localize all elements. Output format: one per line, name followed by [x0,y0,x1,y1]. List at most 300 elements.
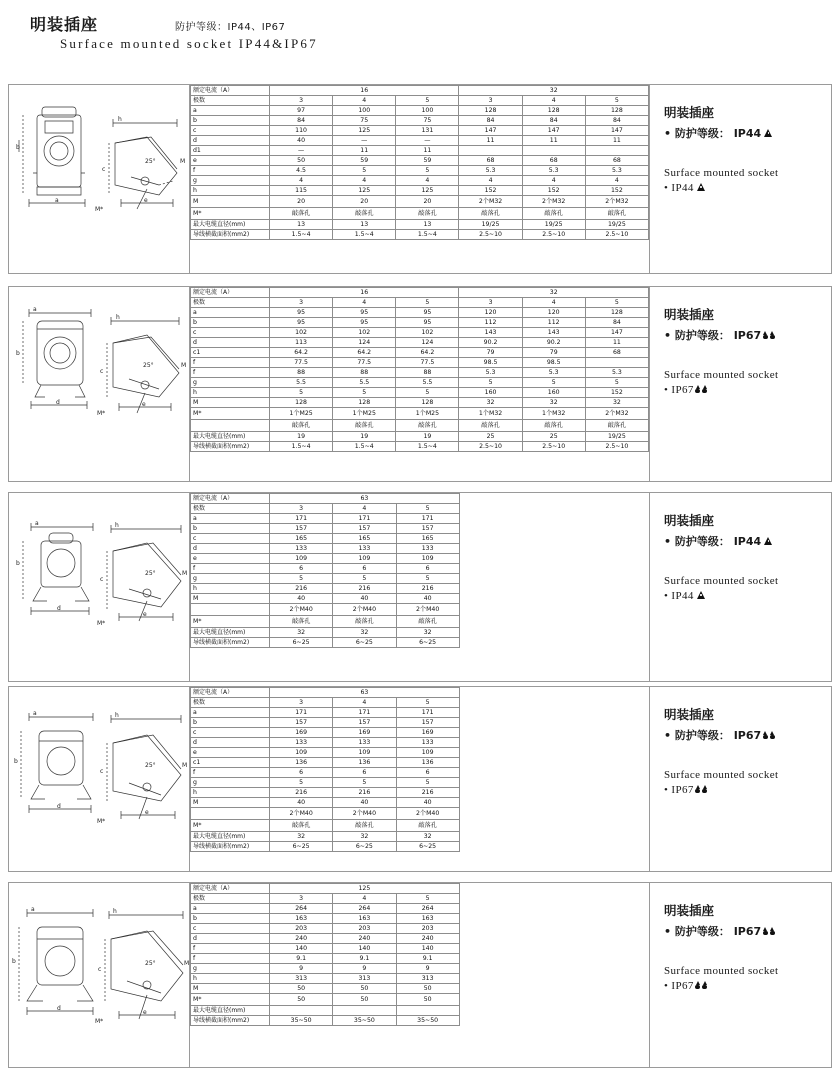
svg-text:c: c [100,768,104,775]
row-label: c [191,728,270,738]
cell: 171 [270,514,333,524]
cell: 131 [396,126,459,136]
cell: 敲落孔 [585,420,648,432]
cell: 160 [522,388,585,398]
pole-count: 3 [459,298,522,308]
svg-text:a: a [35,520,39,527]
cell: 1.5~4 [270,442,333,452]
cell: 19/25 [459,220,522,230]
cell: 68 [522,156,585,166]
row-label: c1 [191,758,270,768]
cell: 102 [396,328,459,338]
cell: 95 [333,308,396,318]
cell: 128 [522,106,585,116]
cell: 152 [585,186,648,196]
row-label: 最大电缆直径(mm) [191,432,270,442]
row-label: 导线横截面积(mm2) [191,442,270,452]
cell: 102 [270,328,333,338]
cell: 90.2 [459,338,522,348]
description-ip67-16-32 [650,287,831,481]
cell: 19/25 [585,432,648,442]
cell: 128 [585,308,648,318]
cell: 313 [396,974,459,984]
cell: 133 [333,738,396,748]
cell: 1.5~4 [396,230,459,240]
page-title-cn: 明装插座 [30,15,99,34]
cell: 敲落孔 [333,208,396,220]
cell: 84 [522,116,585,126]
table-row [191,230,649,240]
cell: 9 [270,964,333,974]
cell: 102 [333,328,396,338]
svg-text:h: h [115,522,119,529]
cell: 2个M40 [270,604,333,616]
pole-count: 5 [396,298,459,308]
row-label: a [191,308,270,318]
row-label: c [191,328,270,338]
cell: 5 [396,388,459,398]
desc-ip-en-text: • IP67 [664,384,694,396]
cell: 152 [585,388,648,398]
cell: 136 [396,758,459,768]
ip67-drop-icon [695,981,701,990]
pole-count: 5 [396,698,459,708]
table-row [191,126,649,136]
desc-ip-en [664,784,821,796]
cell: 169 [333,728,396,738]
row-label: 极数 [191,96,270,106]
svg-text:b: b [14,758,18,765]
desc-ip-text: • 防护等级： IP44 [664,127,762,140]
cell: 敲落孔 [459,208,522,220]
cell: 19 [333,432,396,442]
cell: 124 [333,338,396,348]
cell: 敲落孔 [270,208,333,220]
cell: 40 [333,798,396,808]
desc-ip-en-text: • IP44 [664,590,694,602]
row-label: b [191,116,270,126]
cell: 163 [396,914,459,924]
cell: 5.3 [585,166,648,176]
cell: 19/25 [585,220,648,230]
table-row [191,1016,650,1026]
row-label: 最大电缆直径(mm) [191,1006,270,1016]
cell: 147 [522,126,585,136]
desc-ip-en-text: • IP67 [664,784,694,796]
cell: 40 [270,594,333,604]
cell: 140 [396,944,459,954]
cell: 171 [333,708,396,718]
cell: 125 [396,186,459,196]
cell: 171 [396,708,459,718]
cell: 5 [396,574,459,584]
cell: 32 [270,628,333,638]
cell: 35~50 [396,1016,459,1026]
cell: 敲落孔 [396,820,459,832]
cell: 5.3 [459,166,522,176]
empty-cell [459,504,649,514]
table-row [191,778,650,788]
cell: 6 [396,768,459,778]
cell: 11 [333,146,396,156]
svg-text:a: a [33,710,37,717]
row-label: c1 [191,348,270,358]
cell: — [333,136,396,146]
table-row [191,728,650,738]
cell [333,1006,396,1016]
row-label: 额定电流（A） [191,494,270,504]
table-row-header-current [191,86,649,96]
svg-text:25°: 25° [145,158,156,165]
cell: 216 [270,788,333,798]
cell: 163 [270,914,333,924]
cell: 35~50 [270,1016,333,1026]
cell: 128 [585,106,648,116]
cell: 203 [333,924,396,934]
pole-count: 4 [333,504,396,514]
cell: 35~50 [333,1016,396,1026]
cell: 143 [459,328,522,338]
table-row [191,442,649,452]
cell: 147 [585,328,648,338]
cell: 133 [333,544,396,554]
cell: 6~25 [333,638,396,648]
cell: 109 [396,554,459,564]
cell: 109 [333,748,396,758]
pole-count: 3 [270,894,333,904]
cell: 1.5~4 [270,230,333,240]
table-row-header-current [191,494,650,504]
table-row [191,524,650,534]
cell [459,146,522,156]
spec-block-ip44-63 [8,492,832,682]
desc-title-cn: 明装插座 [664,307,715,322]
cell: 2个M32 [522,196,585,208]
empty-cell [459,894,649,904]
desc-ip-cn [664,125,821,141]
row-label: e [191,156,270,166]
product-drawing-ip67-63 [9,687,189,871]
cell: — [396,136,459,146]
pole-count: 3 [459,96,522,106]
table-row [191,628,650,638]
desc-ip-en-text: • IP67 [664,980,694,992]
row-label: 极数 [191,298,270,308]
cell: 50 [270,156,333,166]
table-row [191,994,650,1006]
cell: 133 [270,544,333,554]
row-label: f [191,954,270,964]
cell: 40 [396,594,459,604]
ip67-drop-icon [702,385,708,394]
cell: 5 [585,378,648,388]
cell: 79 [522,348,585,358]
ip67-drop-icon [702,981,708,990]
cell: 120 [459,308,522,318]
table-row [191,408,649,420]
cell: 203 [270,924,333,934]
row-label: c [191,924,270,934]
cell: 11 [459,136,522,146]
page-subtitle-cn: 防护等级：IP44、IP67 [175,22,286,33]
cell: 1个M32 [459,408,522,420]
description-ip44-63 [650,493,831,681]
ip67-drop-icon [769,927,775,936]
row-label: h [191,388,270,398]
cell: 5 [333,388,396,398]
row-label: 极数 [191,894,270,904]
desc-ip-text: • 防护等级： IP44 [664,535,762,548]
svg-text:25°: 25° [145,570,156,577]
cell: 84 [585,318,648,328]
desc-title-cn: 明装插座 [664,513,715,528]
cell: 88 [396,368,459,378]
row-label: h [191,788,270,798]
cell: 125 [333,126,396,136]
svg-text:c: c [98,966,102,973]
cell [270,1006,333,1016]
cell: 32 [396,832,459,842]
row-label: c [191,126,270,136]
row-label: M* [191,994,270,1006]
table-row [191,378,649,388]
pole-count: 3 [270,96,333,106]
cell: 157 [333,718,396,728]
table-row [191,616,650,628]
group-current: 63 [270,494,460,504]
table-row-header-poles [191,698,650,708]
cell: 136 [333,758,396,768]
pole-count: 5 [396,504,459,514]
cell: 1个M25 [333,408,396,420]
cell: 216 [270,584,333,594]
cell: 95 [270,318,333,328]
cell: 4 [333,176,396,186]
svg-text:25°: 25° [145,960,156,967]
product-drawing-ip67-16-32 [9,287,189,481]
ip67-drop-icon [702,785,708,794]
spec-block-ip67-16-32 [8,286,832,482]
cell: 19 [270,432,333,442]
spec-table-ip67-125 [190,883,649,1067]
cell: 13 [333,220,396,230]
spec-block-ip44-16-32 [8,84,832,274]
cell: 32 [270,832,333,842]
table-row [191,974,650,984]
svg-text:25°: 25° [143,362,154,369]
cell: 6~25 [270,842,333,852]
cell: 19 [396,432,459,442]
svg-text:M: M [182,762,188,769]
table-row [191,954,650,964]
cell: 1个M32 [522,408,585,420]
cell: 50 [270,984,333,994]
table-row [191,798,650,808]
cell: 112 [459,318,522,328]
table-row [191,964,650,974]
empty-cell [459,494,649,504]
cell: 115 [270,186,333,196]
cell: 6~25 [270,638,333,648]
pole-count: 4 [333,894,396,904]
group-current: 125 [270,884,460,894]
row-label: M* [191,208,270,220]
cell: 98.5 [522,358,585,368]
row-label: a [191,904,270,914]
row-label: M [191,196,270,208]
row-label: 最大电缆直径(mm) [191,628,270,638]
cell: 敲落孔 [396,208,459,220]
cell: 2.5~10 [585,442,648,452]
cell: 敲落孔 [585,208,648,220]
cell [522,146,585,156]
table-row [191,554,650,564]
table-row-header-poles [191,298,649,308]
table-row [191,638,650,648]
table-row [191,984,650,994]
cell: 75 [396,116,459,126]
cell: 13 [270,220,333,230]
pole-count: 5 [585,96,648,106]
cell: 32 [459,398,522,408]
cell: 2.5~10 [585,230,648,240]
cell: 2个M40 [333,604,396,616]
table-row [191,348,649,358]
cell: 20 [396,196,459,208]
cell: 95 [396,308,459,318]
row-label [191,420,270,432]
row-label: 额定电流（A） [191,288,270,298]
row-label: c [191,534,270,544]
cell: 203 [396,924,459,934]
table-row [191,768,650,778]
cell: 140 [333,944,396,954]
cell: 95 [270,308,333,318]
cell: 20 [333,196,396,208]
cell: 2个M40 [333,808,396,820]
cell: 216 [333,788,396,798]
cell: 264 [396,904,459,914]
pole-count: 3 [270,698,333,708]
desc-ip-en-text: • IP44 [664,182,694,194]
row-label: g [191,176,270,186]
ip67-drop-icon [762,927,768,936]
svg-text:M*: M* [95,1018,104,1025]
cell: 152 [522,186,585,196]
table-row [191,574,650,584]
cell: 11 [585,136,648,146]
cell: 2.5~10 [522,230,585,240]
cell: 157 [270,524,333,534]
ip67-drop-icon [769,331,775,340]
ip67-drop-icon [695,785,701,794]
cell: 40 [270,798,333,808]
cell: 4 [585,176,648,186]
cell: 2.5~10 [522,442,585,452]
svg-text:c: c [102,166,106,173]
cell: 5 [333,574,396,584]
svg-text:e: e [143,1009,147,1016]
table-row [191,156,649,166]
row-label: f [191,358,270,368]
cell: 128 [459,106,522,116]
row-label: d [191,738,270,748]
cell: 165 [396,534,459,544]
empty-cell [459,884,649,894]
group-current: 32 [459,288,649,298]
cell: 264 [270,904,333,914]
table-row [191,514,650,524]
desc-ip-cn [664,327,821,343]
table-row [191,388,649,398]
svg-text:b: b [16,350,20,357]
table-row [191,564,650,574]
cell: 32 [585,398,648,408]
desc-title-en: Surface mounted socket [664,369,779,381]
cell: 5.3 [459,368,522,378]
cell: 5 [333,166,396,176]
cell: 240 [270,934,333,944]
svg-text:d: d [57,803,61,810]
cell: 5 [333,778,396,788]
cell: 2个M32 [585,196,648,208]
cell: 6~25 [396,638,459,648]
cell: 157 [396,524,459,534]
cell: 2个M32 [459,196,522,208]
table-row [191,758,650,768]
empty-cell [459,688,649,698]
pole-count: 3 [270,504,333,514]
row-label: M [191,594,270,604]
table-row [191,176,649,186]
ip44-triangle-icon [764,129,773,138]
table-row [191,432,649,442]
table-row [191,338,649,348]
product-drawing-ip44-16-32 [9,85,189,273]
cell: 5 [396,778,459,788]
svg-text:M: M [182,570,188,577]
cell: 152 [459,186,522,196]
cell: 84 [585,116,648,126]
svg-text:a: a [31,906,35,913]
desc-ip-en [664,980,821,992]
cell: 6 [333,564,396,574]
product-drawing-ip67-125 [9,883,189,1067]
cell: 147 [459,126,522,136]
cell: 1个M25 [270,408,333,420]
table-row [191,934,650,944]
cell: 59 [396,156,459,166]
row-label: 导线横截面积(mm2) [191,1016,270,1026]
row-label: M* [191,820,270,832]
cell: 9 [396,964,459,974]
table-row [191,106,649,116]
table-row [191,368,649,378]
desc-ip-en [664,384,821,396]
svg-text:M: M [184,960,189,967]
cell: 88 [270,368,333,378]
cell: 32 [522,398,585,408]
cell: 敲落孔 [270,820,333,832]
cell: 25 [459,432,522,442]
table-row [191,748,650,758]
cell: 163 [333,914,396,924]
row-label: 导线横截面积(mm2) [191,638,270,648]
cell: 109 [270,748,333,758]
ip67-drop-icon [762,731,768,740]
spec-table-ip44-63 [190,493,649,681]
cell: — [270,146,333,156]
